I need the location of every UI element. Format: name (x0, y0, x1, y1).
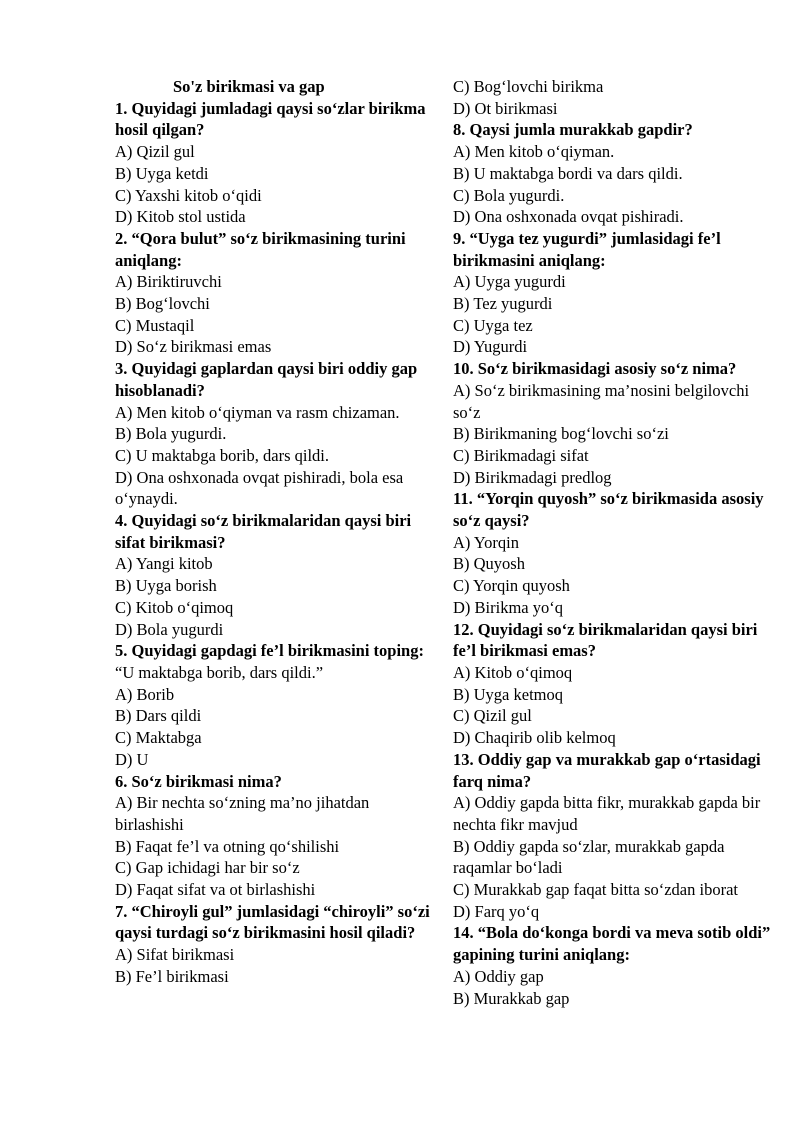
question-text: 14. “Bola do‘konga bordi va meva sotib oldi” gapining turini aniqlang: (453, 923, 771, 965)
question-text: 9. “Uyga tez yugurdi” jumlasidagi fe’l birikmasini aniqlang: (453, 228, 721, 270)
answer-option: C) Bog‘lovchi birikma (453, 77, 604, 96)
answer-option: B) Bog‘lovchi (115, 294, 210, 314)
answer-option: A) Oddiy gap (453, 966, 544, 986)
right-column (453, 76, 773, 1009)
answer-option: A) So‘z birikmasining ma’nosini belgilovchi so‘z (453, 380, 750, 422)
answer-option: D) Ona oshxonada ovqat pishiradi, bola esa o‘ynaydi. (115, 467, 404, 509)
answer-option: B) Birikmaning bog‘lovchi so‘zi (453, 424, 669, 444)
answer-option: B) Quyosh (453, 554, 525, 574)
answer-option: B) Uyga ketmoq (453, 684, 563, 704)
answer-option: D) Birikma yo‘q (453, 597, 563, 617)
answer-option: C) U maktabga borib, dars qildi. (115, 445, 330, 465)
answer-option: D) Ona oshxonada ovqat pishiradi. (453, 207, 684, 227)
question-text: 3. Quyidagi gaplardan qaysi biri oddiy gap hisoblanadi? (115, 359, 418, 400)
answer-option: D) U (115, 749, 149, 769)
left-column (115, 76, 435, 988)
question-text: 8. Qaysi jumla murakkab gapdir? (453, 120, 693, 140)
answer-option: B) Uyga ketdi (115, 163, 209, 183)
answer-option: C) Uyga tez (453, 315, 533, 335)
answer-option: A) Kitob o‘qimoq (453, 662, 573, 682)
answer-option: D) So‘z birikmasi emas (115, 337, 272, 357)
answer-option: D) Chaqirib olib kelmoq (453, 728, 616, 748)
answer-option: A) Oddiy gapda bitta fikr, murakkab gapda bir nechta fikr mavjud (453, 793, 761, 834)
answer-option: “U maktabga borib, dars qildi.” (115, 662, 324, 682)
question-text: 7. “Chiroyli gul” jumlasidagi “chiroyli” so‘zi qaysi turdagi so‘z birikmasini hosil qiladi? (115, 901, 430, 943)
answer-option: A) Men kitob o‘qiyman va rasm chizaman. (115, 402, 400, 422)
answer-option: B) Dars qildi (115, 706, 202, 726)
answer-option: A) Borib (115, 684, 175, 704)
question-text: 4. Quyidagi so‘z birikmalaridan qaysi biri sifat birikmasi? (115, 511, 412, 552)
answer-option: B) Uyga borish (115, 576, 217, 596)
answer-option: D) Yugurdi (453, 337, 528, 357)
question-text: 6. So‘z birikmasi nima? (115, 771, 282, 791)
answer-option: C) Birikmadagi sifat (453, 445, 589, 465)
answer-option: D) Kitob stol ustida (115, 207, 246, 227)
answer-option: D) Birikmadagi predlog (453, 467, 612, 487)
answer-option: C) Maktabga (115, 728, 202, 748)
question-text: 5. Quyidagi gapdagi fe’l birikmasini toping: (115, 641, 424, 661)
answer-option: A) Biriktiruvchi (115, 272, 222, 292)
answer-option: A) Men kitob o‘qiyman. (453, 142, 615, 162)
question-text: 2. “Qora bulut” so‘z birikmasining turini aniqlang: (115, 228, 406, 270)
answer-option: D) Faqat sifat va ot birlashishi (115, 880, 316, 900)
answer-option: A) Yorqin (453, 532, 520, 552)
answer-option: B) U maktabga bordi va dars qildi. (453, 163, 683, 183)
answer-option: B) Fe’l birikmasi (115, 966, 229, 986)
question-text: 11. “Yorqin quyosh” so‘z birikmasida asosiy so‘z qaysi? (453, 489, 764, 531)
document-title: So'z birikmasi va gap (173, 77, 325, 96)
answer-option: A) Yangi kitob (115, 554, 213, 574)
answer-option: C) Yorqin quyosh (453, 576, 570, 596)
answer-option: D) Bola yugurdi (115, 619, 224, 639)
answer-option: C) Gap ichidagi har bir so‘z (115, 858, 300, 878)
answer-option: A) Sifat birikmasi (115, 945, 235, 965)
answer-option: B) Tez yugurdi (453, 294, 553, 314)
answer-option: D) Ot birikmasi (453, 98, 558, 118)
answer-option: C) Yaxshi kitob o‘qidi (115, 185, 262, 205)
answer-option: C) Qizil gul (453, 706, 532, 726)
answer-option: C) Murakkab gap faqat bitta so‘zdan iborat (453, 880, 738, 900)
question-text: 1. Quyidagi jumladagi qaysi so‘zlar birikma hosil qilgan? (115, 98, 426, 140)
answer-option: B) Oddiy gapda so‘zlar, murakkab gapda raqamlar bo‘ladi (453, 836, 725, 878)
answer-option: C) Bola yugurdi. (453, 185, 565, 205)
answer-option: B) Murakkab gap (453, 988, 570, 1008)
answer-option: B) Faqat fe’l va otning qo‘shilishi (115, 836, 340, 856)
answer-option: A) Qizil gul (115, 142, 195, 162)
question-text: 10. So‘z birikmasidagi asosiy so‘z nima? (453, 359, 737, 379)
answer-option: A) Bir nechta so‘zning ma’no jihatdan birlashishi (115, 793, 370, 834)
answer-option: C) Kitob o‘qimoq (115, 597, 234, 617)
question-text: 12. Quyidagi so‘z birikmalaridan qaysi biri fe’l birikmasi emas? (453, 619, 758, 661)
answer-option: C) Mustaqil (115, 315, 195, 335)
question-text: 13. Oddiy gap va murakkab gap o‘rtasidagi farq nima? (453, 749, 761, 791)
answer-option: A) Uyga yugurdi (453, 272, 566, 292)
answer-option: D) Farq yo‘q (453, 901, 540, 921)
answer-option: B) Bola yugurdi. (115, 424, 227, 444)
